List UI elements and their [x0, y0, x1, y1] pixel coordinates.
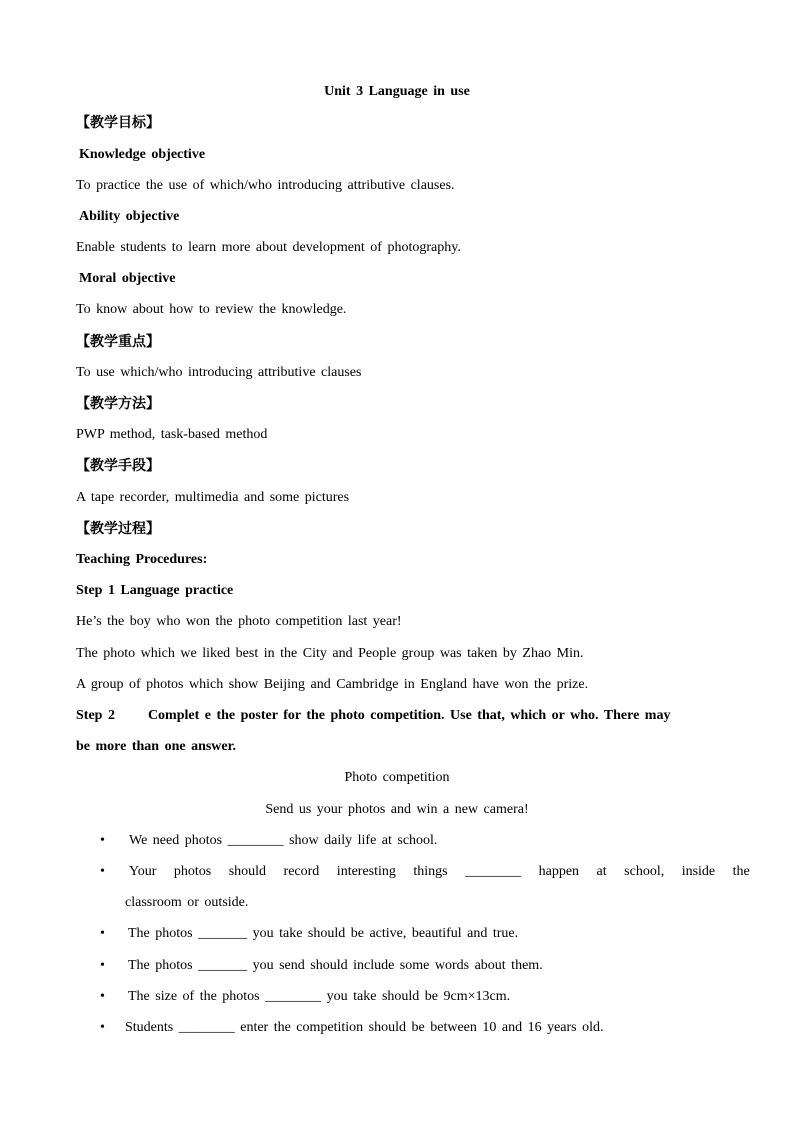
heading-teaching-means: 【教学手段】: [76, 458, 160, 474]
poster-item: We need photos ________ show daily life at school.: [129, 833, 438, 848]
poster-item: The size of the photos ________ you take should be 9cm×13cm.: [128, 989, 511, 1004]
procedures-label: Teaching Procedures:: [76, 552, 208, 567]
step2-instruction-cont: be more than one answer.: [76, 739, 237, 754]
bullet-icon: •: [100, 926, 105, 941]
step1-title: Step 1 Language practice: [76, 583, 234, 598]
key-points-text: To use which/who introducing attributive clauses: [76, 365, 362, 380]
knowledge-objective-label: Knowledge objective: [79, 147, 206, 162]
poster-title: Photo competition: [344, 770, 450, 785]
ability-objective-label: Ability objective: [79, 209, 180, 224]
moral-objective-label: Moral objective: [79, 271, 176, 286]
step1-sentence: He’s the boy who won the photo competition last year!: [76, 614, 402, 629]
moral-objective-text: To know about how to review the knowledge.: [76, 302, 347, 317]
poster-item: Students ________ enter the competition should be between 10 and 16 years old.: [125, 1020, 604, 1035]
poster-item: The photos _______ you send should include some words about them.: [128, 958, 543, 973]
means-text: A tape recorder, multimedia and some pictures: [76, 490, 350, 505]
poster-subtitle: Send us your photos and win a new camera!: [265, 802, 529, 817]
heading-teaching-process: 【教学过程】: [76, 521, 160, 537]
step2-instruction: Step 2 Complet e the poster for the photo competition. Use that, which or who. There may: [76, 708, 671, 723]
ability-objective-text: Enable students to learn more about development of photography.: [76, 240, 461, 255]
step1-sentence: A group of photos which show Beijing and Cambridge in England have won the prize.: [76, 677, 589, 692]
poster-item-cont: classroom or outside.: [125, 895, 249, 910]
step1-sentence: The photo which we liked best in the City and People group was taken by Zhao Min.: [76, 646, 584, 661]
bullet-icon: •: [100, 864, 105, 879]
poster-item: The photos _______ you take should be active, beautiful and true.: [128, 926, 519, 941]
heading-teaching-methods: 【教学方法】: [76, 396, 160, 412]
bullet-icon: •: [100, 989, 105, 1004]
document-title: Unit 3 Language in use: [324, 84, 470, 99]
bullet-icon: •: [100, 958, 105, 973]
poster-item: Your photos should record interesting things ________ happen at school, inside the: [129, 864, 750, 879]
heading-key-points: 【教学重点】: [76, 334, 160, 350]
knowledge-objective-text: To practice the use of which/who introducing attributive clauses.: [76, 178, 455, 193]
methods-text: PWP method, task-based method: [76, 427, 268, 442]
bullet-icon: •: [100, 1020, 105, 1035]
bullet-icon: •: [100, 833, 105, 848]
heading-teaching-goals: 【教学目标】: [76, 115, 160, 131]
